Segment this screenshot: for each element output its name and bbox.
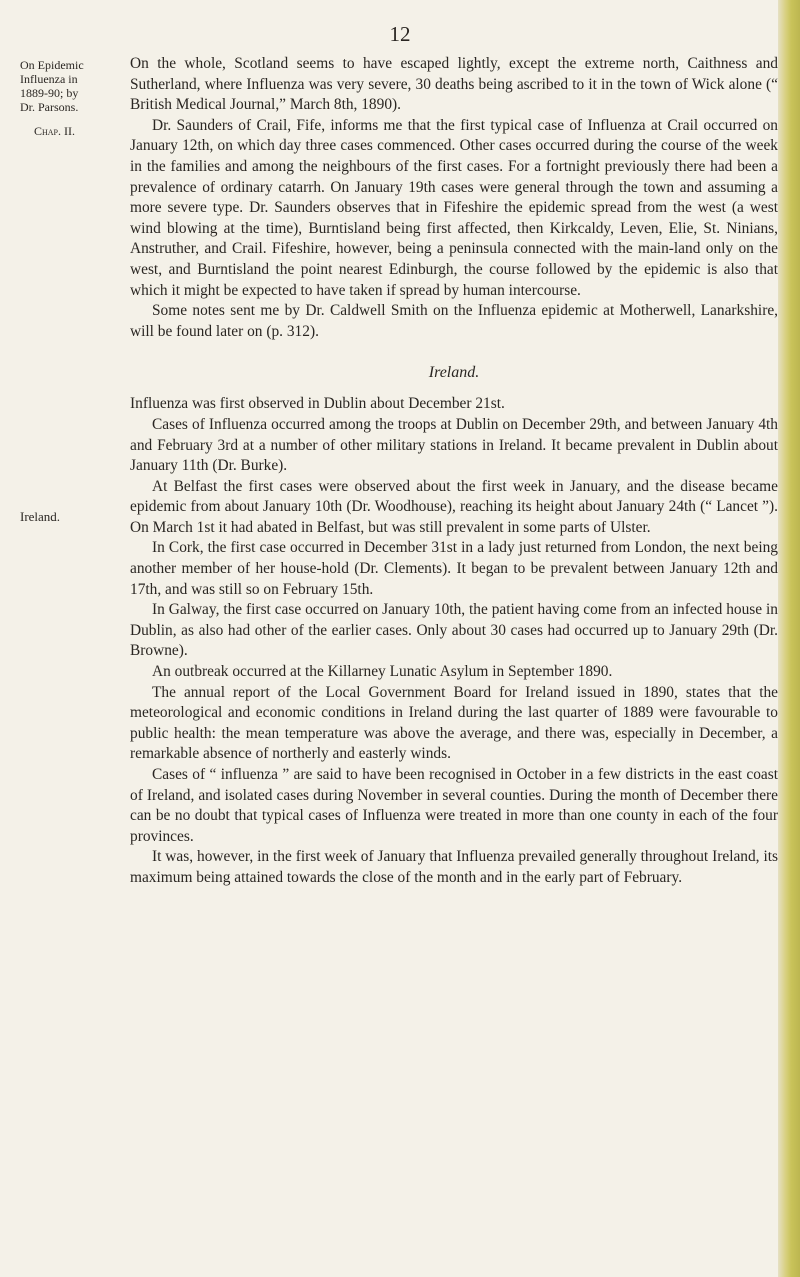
margin-note-line: Influenza in xyxy=(20,72,78,86)
paragraph: Some notes sent me by Dr. Caldwell Smith on the Influenza epidemic at Motherwell, Lanarkshire, will be found later on (p. 312). xyxy=(130,302,778,340)
paragraph: Cases of “ influenza ” are said to have been recognised in October in a few districts in the east coast of Ireland, and isolated cases during November in several counties. During the month of December there can be no doubt that typical cases of Influenza were treated in more than one county in each of the four provinces. xyxy=(130,766,778,845)
page-number: 12 xyxy=(389,22,411,46)
margin-note-line: Dr. Parsons. xyxy=(20,100,79,114)
paragraph: Influenza was first observed in Dublin about December 21st. xyxy=(130,395,505,413)
margin-note-line: 1889-90; by xyxy=(20,86,79,100)
paragraph: It was, however, in the first week of January that Influenza prevailed generally throughout Ireland, its maximum being attained towards the close of the month and in the early part of February. xyxy=(130,848,778,886)
chapter-label: Chap. II. xyxy=(34,124,75,138)
margin-note-ireland xyxy=(20,510,114,524)
section-heading-ireland: Ireland. xyxy=(428,364,480,382)
page-edge-strip xyxy=(778,0,800,1277)
paragraph: At Belfast the first cases were observed about the first week in January, and the disease became epidemic from about January 10th (Dr. Woodhouse), reaching its height about January 24th (“ Lancet ”). On March 1st it had abated in Belfast, but was still prevalent in some parts of Ulster. xyxy=(130,477,778,536)
paragraph: The annual report of the Local Government Board for Ireland issued in 1890, states that the meteorological and economic conditions in Ireland during the last quarter of 1889 were favourable to public health: the mean temperature was above the average, and there was, especially in December, a remarkable absence of northerly and easterly winds. xyxy=(130,683,778,763)
paragraph: In Cork, the first case occurred in December 31st in a lady just returned from London, the next being another member of her house-hold (Dr. Clements). It began to be prevalent between January 12th and 17th, and was still so on February 15th. xyxy=(130,539,778,598)
margin-note-chapter xyxy=(34,124,128,138)
body-text xyxy=(130,54,778,889)
ireland-sidenote: Ireland. xyxy=(20,509,61,524)
margin-note-line: On Epidemic xyxy=(20,58,84,72)
paragraph: In Galway, the first case occurred on January 10th, the patient having come from an infected house in Dublin, as also had other of the earlier cases. Only about 30 cases had occurred up to January 29th (Dr. Browne). xyxy=(130,601,778,660)
paragraph: On the whole, Scotland seems to have escaped lightly, except the extreme north, Caithness and Sutherland, where Influenza was very severe, 30 deaths being ascribed to it in the town of Wick alone (“ British Medical Journal,” March 8th, 1890). xyxy=(130,55,778,114)
paragraph: Dr. Saunders of Crail, Fife, informs me that the first typical case of Influenza at Crail occurred on January 12th, on which day three cases commenced. Other cases occurred during the course of the week in the families and among the neighbours of the first cases. For a fortnight previously there had been a prevalence of ordinary catarrh. On January 19th cases were general through the town and assuming a more severe type. Dr. Saunders observes that in Fifeshire the epidemic spread from the west (a west wind blowing at the time), Burntisland being first affected, then Kirkcaldy, Leven, Elie, St. Ninians, Anstruther, and Crail. Fifeshire, however, being a peninsula connected with the main-land only on the west, and Burntisland the point nearest Edinburgh, the course followed by the epidemic is also that which it might be expected to have taken if spread by human intercourse. xyxy=(130,116,778,299)
paragraph: An outbreak occurred at the Killarney Lunatic Asylum in September 1890. xyxy=(152,663,613,681)
margin-note-epidemic xyxy=(20,58,114,114)
paragraph: Cases of Influenza occurred among the troops at Dublin on December 29th, and between January 4th and February 3rd at a number of other military stations in Ireland. It became prevalent in Dublin about January 11th (Dr. Burke). xyxy=(130,415,778,475)
